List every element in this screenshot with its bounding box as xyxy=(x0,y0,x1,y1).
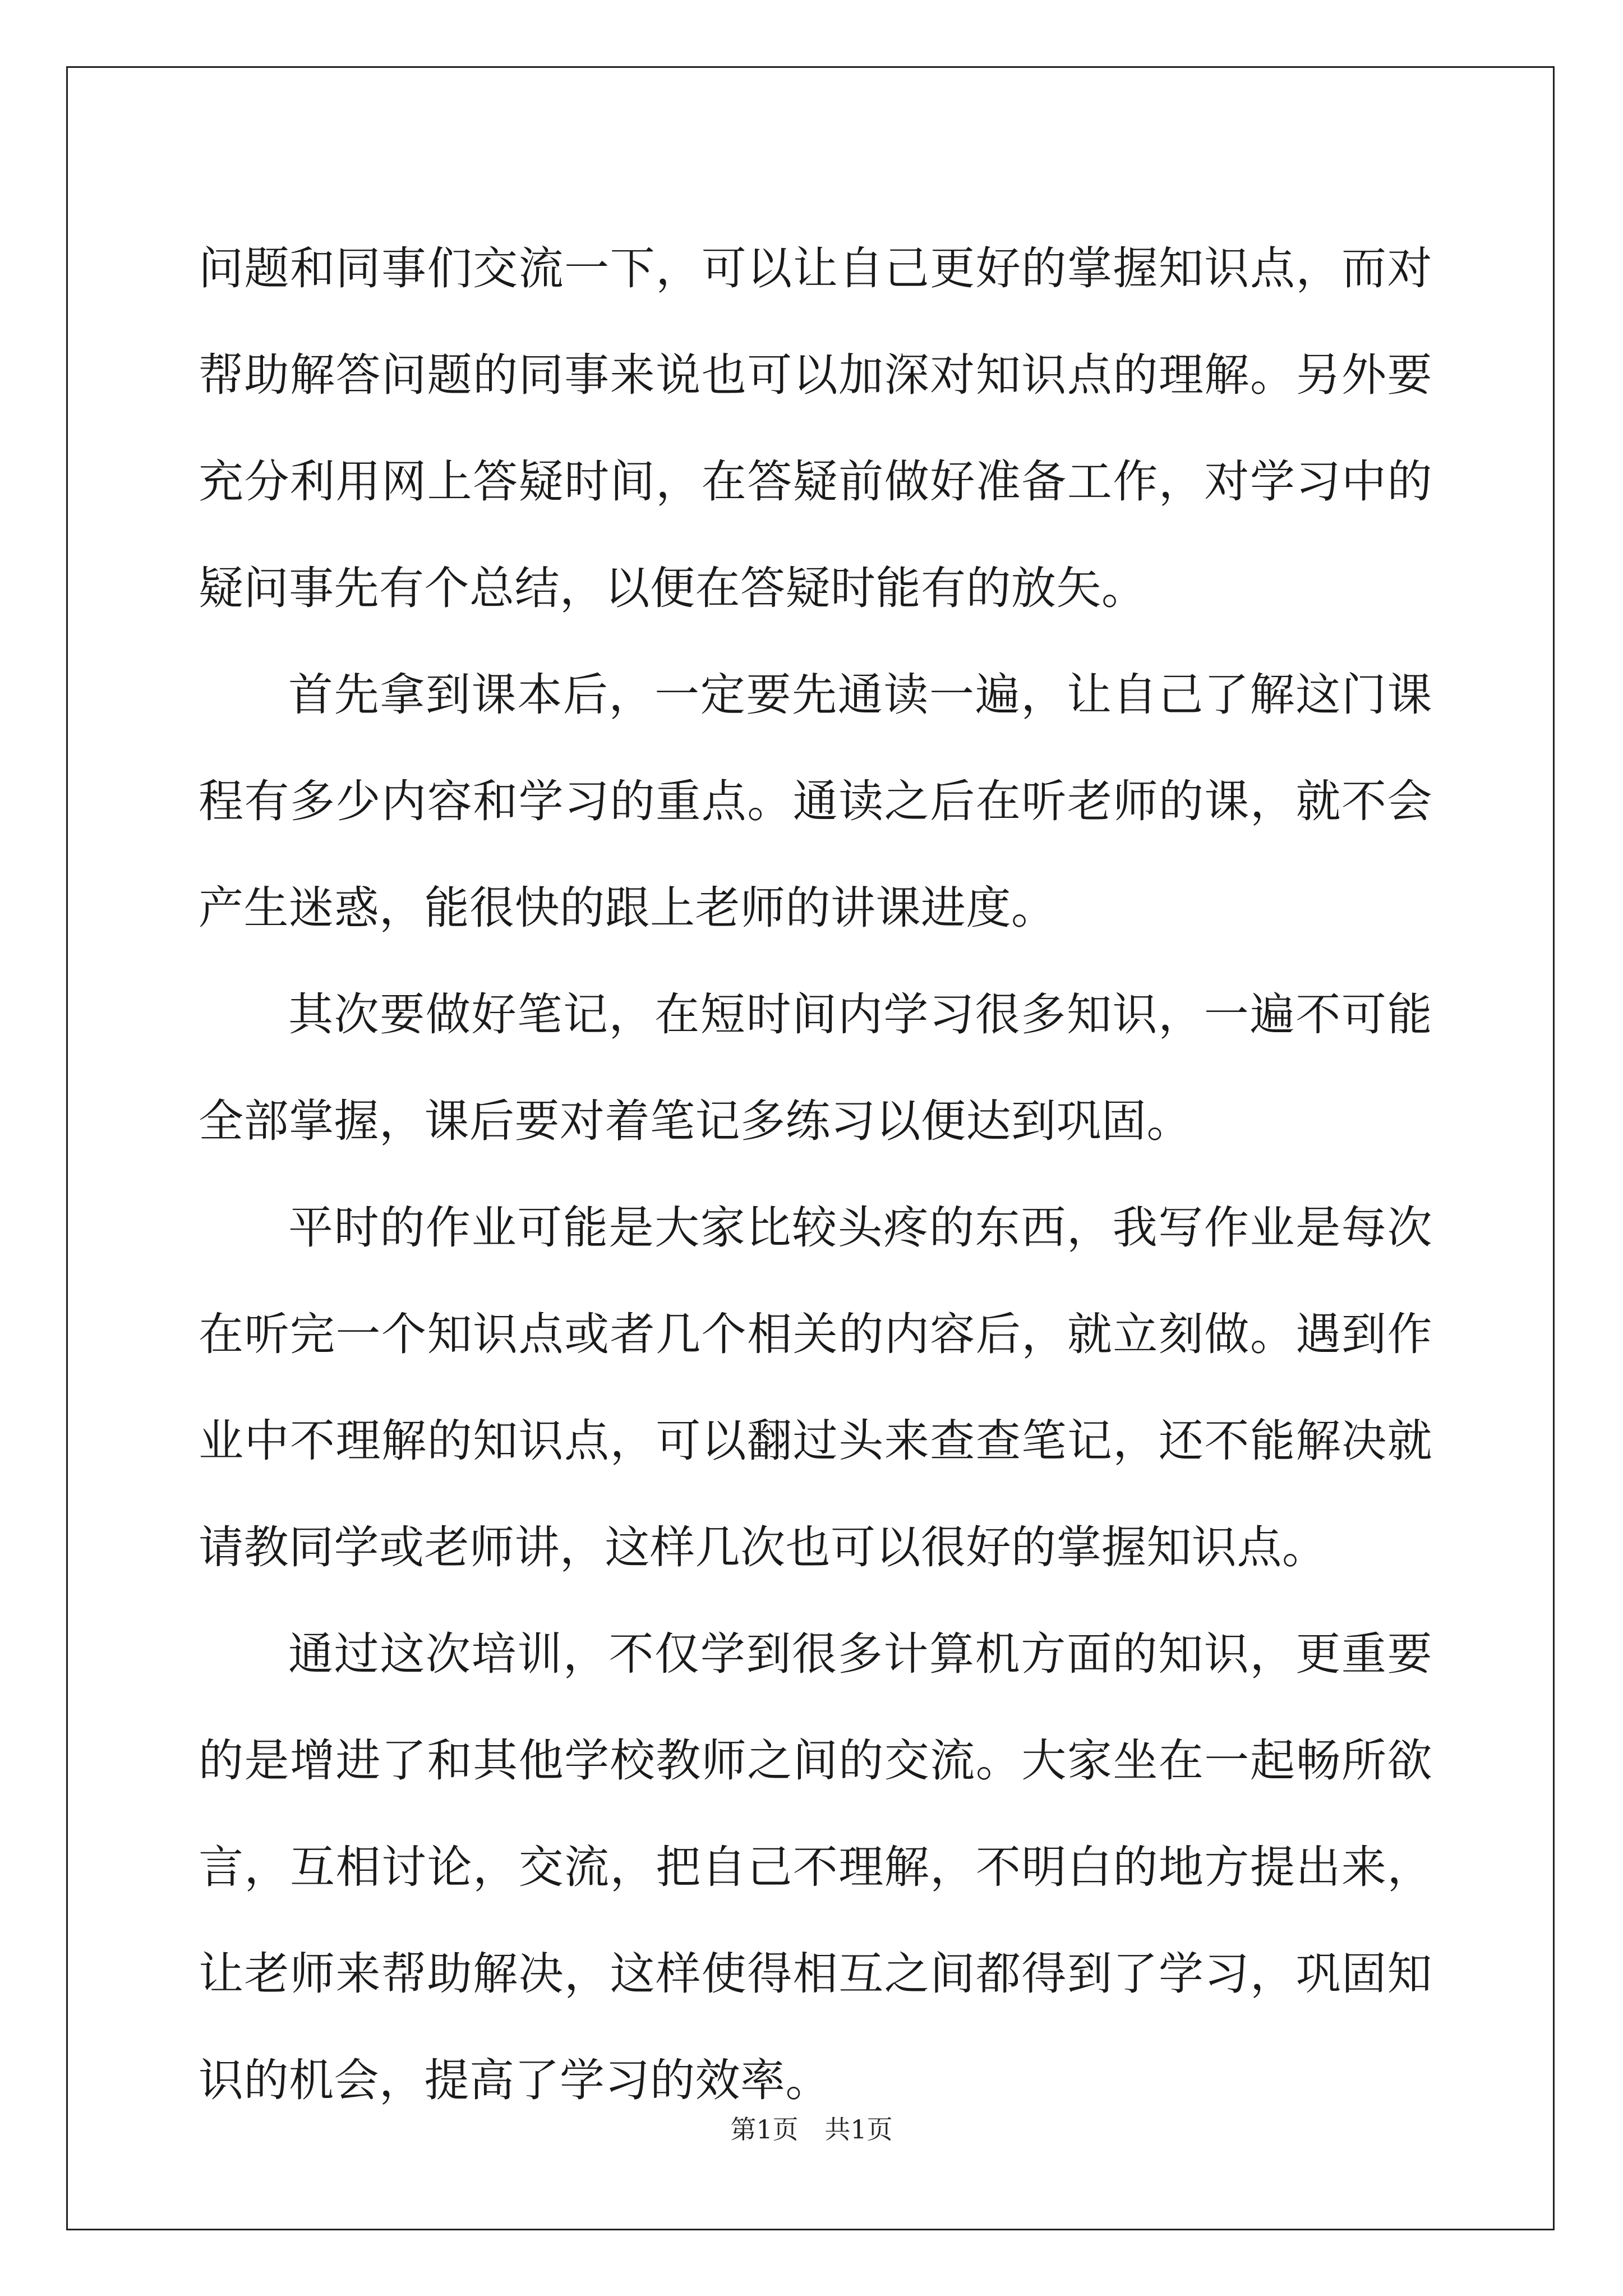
page-footer xyxy=(0,2109,1623,2146)
paragraph-3: 其次要做好笔记，在短时间内学习很多知识，一遍不可能全部掌握，课后要对着笔记多练习以便达到巩固。 xyxy=(199,988,1432,1147)
page-number: 第1页 xyxy=(730,2114,799,2145)
paragraph-4: 平时的作业可能是大家比较头疼的东西，我写作业是每次在听完一个知识点或者几个相关的内容后，就立刻做。遇到作业中不理解的知识点，可以翻过头来查查笔记，还不能解决就请教同学或老师讲，这样几次也可以很好的掌握知识点。 xyxy=(199,1202,1432,1573)
paragraph-2: 首先拿到课本后，一定要先通读一遍，让自己了解这门课程有多少内容和学习的重点。通读之后在听老师的课，就不会产生迷惑，能很快的跟上老师的讲课进度。 xyxy=(199,669,1432,934)
total-pages: 共1页 xyxy=(824,2114,893,2145)
paragraph-1: 问题和同事们交流一下，可以让自己更好的掌握知识点，而对帮助解答问题的同事来说也可以加深对知识点的理解。另外要充分利用网上答疑时间，在答疑前做好准备工作，对学习中的疑问事先有个总结，以便在答疑时能有的放矢。 xyxy=(199,242,1432,614)
document-body xyxy=(199,215,1432,2134)
paragraph-5: 通过这次培训，不仅学到很多计算机方面的知识，更重要的是增进了和其他学校教师之间的交流。大家坐在一起畅所欲言，互相讨论，交流，把自己不理解，不明白的地方提出来，让老师来帮助解决，这样使得相互之间都得到了学习，巩固知识的机会，提高了学习的效率。 xyxy=(199,1628,1432,2106)
